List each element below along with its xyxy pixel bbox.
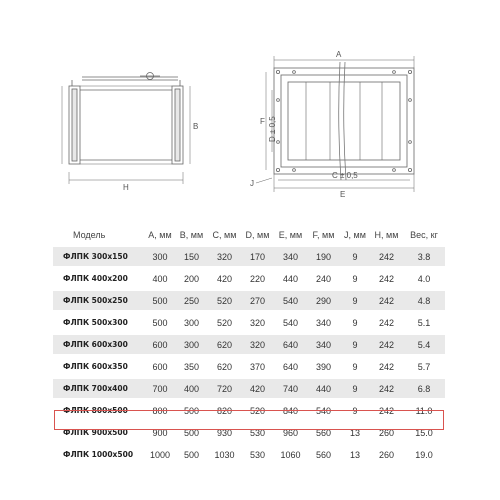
cell-model: ФЛПК 600x350 (53, 357, 145, 376)
table-row (53, 269, 445, 288)
cell-value: 370 (241, 357, 274, 376)
cell-value: 242 (370, 335, 403, 354)
dimension-label-a: A (336, 50, 342, 59)
cell-value: 340 (307, 313, 340, 332)
header-d: D, мм (245, 229, 270, 240)
cell-model: ФЛПК 1000x500 (53, 445, 145, 464)
cell-value: 350 (175, 357, 208, 376)
cell-value: 9 (340, 335, 370, 354)
cell-value: 5.7 (403, 357, 445, 376)
cell-model: ФЛПК 500x250 (53, 291, 145, 310)
cell-value: 5.1 (403, 313, 445, 332)
cell-value: 960 (274, 423, 307, 442)
cell-value: 420 (208, 269, 241, 288)
header-weight: Вес, кг (410, 229, 438, 240)
cell-value: 13 (340, 423, 370, 442)
cell-value: 530 (241, 423, 274, 442)
cell-value: 242 (370, 357, 403, 376)
cell-value: 250 (175, 291, 208, 310)
cell-value: 540 (307, 401, 340, 420)
cell-value: 320 (208, 247, 241, 266)
dimension-label-c: C ± 0,5 (332, 171, 358, 180)
cell-value: 520 (208, 313, 241, 332)
cell-value: 11.0 (403, 401, 445, 420)
cell-value: 260 (370, 445, 403, 464)
table-row (53, 379, 445, 398)
cell-value: 19.0 (403, 445, 445, 464)
cell-model: ФЛПК 500x300 (53, 313, 145, 332)
cell-value: 242 (370, 313, 403, 332)
cell-value: 1060 (274, 445, 307, 464)
table-row (53, 335, 445, 354)
cell-value: 9 (340, 357, 370, 376)
table-row (53, 357, 445, 376)
cell-model: ФЛПК 800x500 (53, 401, 145, 420)
header-j: J, мм (344, 229, 366, 240)
cell-value: 270 (241, 291, 274, 310)
cell-value: 290 (307, 291, 340, 310)
table-row (53, 313, 445, 332)
cell-value: 4.0 (403, 269, 445, 288)
cell-value: 440 (274, 269, 307, 288)
cell-value: 620 (208, 335, 241, 354)
cell-value: 9 (340, 313, 370, 332)
cell-value: 300 (175, 313, 208, 332)
header-b: B, мм (179, 229, 204, 240)
cell-value: 200 (175, 269, 208, 288)
cell-value: 520 (241, 401, 274, 420)
header-e: E, мм (278, 229, 303, 240)
cell-model: ФЛПК 900x500 (53, 423, 145, 442)
cell-value: 560 (307, 423, 340, 442)
dimension-label-h: H (123, 183, 129, 192)
spec-table (53, 222, 445, 467)
cell-value: 840 (274, 401, 307, 420)
cell-value: 500 (175, 401, 208, 420)
cell-value: 320 (241, 335, 274, 354)
dimension-label-j: J (250, 179, 254, 188)
cell-value: 900 (145, 423, 175, 442)
cell-value: 6.8 (403, 379, 445, 398)
cell-value: 640 (274, 357, 307, 376)
cell-value: 640 (274, 335, 307, 354)
cell-value: 9 (340, 247, 370, 266)
cell-value: 600 (145, 335, 175, 354)
cell-value: 9 (340, 269, 370, 288)
table-row (53, 401, 445, 420)
cell-value: 500 (145, 313, 175, 332)
cell-value: 5.4 (403, 335, 445, 354)
cell-value: 220 (241, 269, 274, 288)
cell-value: 500 (145, 291, 175, 310)
cell-value: 560 (307, 445, 340, 464)
cell-value: 390 (307, 357, 340, 376)
cell-value: 170 (241, 247, 274, 266)
cell-value: 13 (340, 445, 370, 464)
cell-value: 520 (208, 291, 241, 310)
technical-drawings (0, 0, 500, 210)
header-model: Модель (73, 229, 106, 240)
table-row (53, 247, 445, 266)
cell-value: 9 (340, 379, 370, 398)
cell-value: 3.8 (403, 247, 445, 266)
header-c: C, мм (212, 229, 237, 240)
table-body (53, 247, 445, 464)
table-header-row (53, 225, 445, 244)
cell-value: 600 (145, 357, 175, 376)
cell-value: 240 (307, 269, 340, 288)
cell-value: 530 (241, 445, 274, 464)
header-a: A, мм (148, 229, 172, 240)
cell-value: 300 (145, 247, 175, 266)
cell-value: 1000 (145, 445, 175, 464)
table-row (53, 445, 445, 464)
cell-value: 9 (340, 401, 370, 420)
cell-model: ФЛПК 600x300 (53, 335, 145, 354)
cell-value: 242 (370, 401, 403, 420)
cell-value: 420 (241, 379, 274, 398)
table-row (53, 291, 445, 310)
cell-value: 340 (274, 247, 307, 266)
header-f: F, мм (312, 229, 335, 240)
cell-value: 500 (175, 445, 208, 464)
cell-value: 820 (208, 401, 241, 420)
cell-model: ФЛПК 400x200 (53, 269, 145, 288)
cell-value: 242 (370, 269, 403, 288)
cell-model: ФЛПК 700x400 (53, 379, 145, 398)
cell-value: 720 (208, 379, 241, 398)
header-h: H, мм (374, 229, 399, 240)
cell-value: 400 (145, 269, 175, 288)
dimension-label-b: B (193, 122, 199, 131)
cell-value: 242 (370, 247, 403, 266)
dimension-label-e: E (340, 190, 346, 199)
cell-value: 320 (241, 313, 274, 332)
cell-model: ФЛПК 300x150 (53, 247, 145, 266)
cell-value: 1030 (208, 445, 241, 464)
cell-value: 242 (370, 291, 403, 310)
cell-value: 190 (307, 247, 340, 266)
cell-value: 800 (145, 401, 175, 420)
cell-value: 15.0 (403, 423, 445, 442)
cell-value: 500 (175, 423, 208, 442)
side-view-drawing (62, 73, 190, 185)
cell-value: 9 (340, 291, 370, 310)
cell-value: 260 (370, 423, 403, 442)
dimension-label-f: F (260, 117, 265, 126)
cell-value: 242 (370, 379, 403, 398)
cell-value: 540 (274, 313, 307, 332)
cell-value: 300 (175, 335, 208, 354)
cell-value: 620 (208, 357, 241, 376)
table-row (53, 423, 445, 442)
dimension-label-d: D ± 0,5 (268, 116, 277, 142)
cell-value: 740 (274, 379, 307, 398)
cell-value: 540 (274, 291, 307, 310)
cell-value: 150 (175, 247, 208, 266)
cell-value: 340 (307, 335, 340, 354)
cell-value: 700 (145, 379, 175, 398)
cell-value: 4.8 (403, 291, 445, 310)
cell-value: 440 (307, 379, 340, 398)
cell-value: 400 (175, 379, 208, 398)
cell-value: 930 (208, 423, 241, 442)
